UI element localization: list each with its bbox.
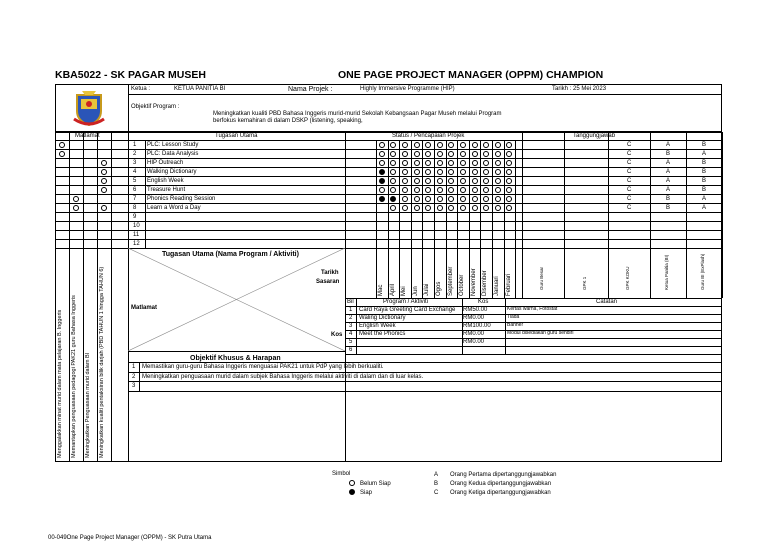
open-circle-icon xyxy=(402,205,408,211)
budget-catatan: Modul disediakan guru sendiri xyxy=(507,330,574,336)
role-letter: B xyxy=(702,178,707,184)
open-circle-icon xyxy=(495,187,501,193)
open-circle-icon xyxy=(379,142,385,148)
open-circle-icon xyxy=(495,178,501,184)
open-circle-icon xyxy=(448,187,454,193)
open-circle-icon xyxy=(414,178,420,184)
month-label: April xyxy=(389,283,396,296)
role-letter: C xyxy=(627,142,632,148)
month-label: Disember xyxy=(482,270,489,296)
objektif-line1: Meningkatkan kualiti PBD Bahasa Inggeris murid-murid Sekolah Kebangsaan Pagar Museh melalui Program xyxy=(213,111,502,117)
open-circle-icon xyxy=(437,178,443,184)
month-label: November xyxy=(470,268,477,296)
matlamat-circle-icon xyxy=(101,160,107,166)
status-header: Status / Pencapaian Projek xyxy=(392,133,465,139)
role-header: Ketua Panitia (BI) xyxy=(664,254,669,290)
task-number: 3 xyxy=(133,160,137,166)
open-circle-icon xyxy=(390,187,396,193)
open-circle-icon xyxy=(506,205,512,211)
open-circle-icon xyxy=(379,151,385,157)
footer-text: 00-049One Page Project Manager (OPPM) - SK Putra Utama xyxy=(48,535,212,541)
role-letter: C xyxy=(627,160,632,166)
matlamat-circle-icon xyxy=(59,142,65,148)
open-circle-icon xyxy=(483,178,489,184)
open-circle-icon xyxy=(483,205,489,211)
task-name: Phonics Reading Session xyxy=(147,196,216,202)
open-circle-icon xyxy=(460,160,466,166)
tarikh-label: Tarikh xyxy=(321,270,339,276)
open-circle-icon xyxy=(402,151,408,157)
role-header: GPK 1 xyxy=(582,276,587,290)
school-title: KBA5022 - SK PAGAR MUSEH xyxy=(55,69,206,81)
open-circle-icon xyxy=(506,151,512,157)
objective-number: 2 xyxy=(132,373,136,380)
task-number: 7 xyxy=(133,196,137,202)
matlamat-vertical-text: Memantapkan penguasaan pedagogi PAK21 guru Bahasa Inggeris xyxy=(71,295,77,458)
open-circle-icon xyxy=(506,196,512,202)
open-circle-icon xyxy=(483,187,489,193)
simbol-label: Simbol xyxy=(332,471,351,477)
open-circle-icon xyxy=(472,178,478,184)
task-number: 5 xyxy=(133,178,137,184)
task-name: Walking Dictionary xyxy=(147,169,197,175)
open-circle-icon xyxy=(460,169,466,175)
open-circle-icon xyxy=(448,205,454,211)
budget-catatan: Banner xyxy=(507,322,524,328)
kos-label: Kos xyxy=(331,332,343,338)
open-circle-icon xyxy=(495,142,501,148)
open-circle-icon xyxy=(425,160,431,166)
budget-program: English Week xyxy=(359,323,396,329)
open-circle-icon xyxy=(448,196,454,202)
open-circle-icon xyxy=(506,187,512,193)
open-circle-icon xyxy=(506,178,512,184)
objective-text: Meningkatkan penguasaan murid dalam subjek Bahasa Inggeris melalui aktiviti di dalam dan di luar kelas. xyxy=(142,373,424,380)
tugasan-header: Tugasan Utama xyxy=(215,133,258,139)
open-circle-icon xyxy=(495,205,501,211)
open-circle-icon xyxy=(448,142,454,148)
cross-diagram xyxy=(128,248,345,351)
nama-projek-value: Highly Immersive Programme (HIP) xyxy=(360,86,455,92)
open-circle-icon xyxy=(495,169,501,175)
filled-circle-icon xyxy=(390,196,396,202)
open-circle-icon xyxy=(472,196,478,202)
filled-circle-icon xyxy=(349,489,355,495)
open-circle-icon xyxy=(437,160,443,166)
filled-circle-icon xyxy=(379,178,385,184)
matlamat-circle-icon xyxy=(101,178,107,184)
role-letter: B xyxy=(702,160,707,166)
open-circle-icon xyxy=(414,160,420,166)
open-circle-icon xyxy=(390,151,396,157)
role-letter: B xyxy=(666,205,671,211)
role-letter: A xyxy=(702,151,707,157)
open-circle-icon xyxy=(390,142,396,148)
budget-kos: RM0.00 xyxy=(463,339,485,345)
open-circle-icon xyxy=(448,178,454,184)
open-circle-icon xyxy=(437,187,443,193)
role-letter: B xyxy=(702,142,707,148)
open-circle-icon xyxy=(414,151,420,157)
open-circle-icon xyxy=(425,196,431,202)
open-circle-icon xyxy=(472,142,478,148)
objective-number: 1 xyxy=(132,364,136,370)
open-circle-icon xyxy=(472,187,478,193)
role-letter: C xyxy=(627,205,632,211)
open-circle-icon xyxy=(425,205,431,211)
month-label: September xyxy=(447,266,454,296)
ketua-value: KETUA PANITIA BI xyxy=(174,86,226,92)
month-label: Jun xyxy=(412,286,419,296)
task-name: Learn a Word a Day xyxy=(147,205,201,211)
month-label: Mac xyxy=(378,284,384,296)
open-circle-icon xyxy=(425,169,431,175)
role-letter: A xyxy=(666,160,671,166)
filled-circle-icon xyxy=(379,169,385,175)
open-circle-icon xyxy=(390,178,396,184)
matlamat-vertical-text: Menggalakkan minat murid dalam mata pelajaran B. Inggeris xyxy=(57,309,63,458)
matlamat-circle-icon xyxy=(73,205,79,211)
task-number: 12 xyxy=(133,241,140,247)
task-name: Treasure Hunt xyxy=(147,187,186,193)
matlamat-circle-icon xyxy=(73,196,79,202)
task-number: 6 xyxy=(133,187,137,193)
month-label: October xyxy=(459,274,466,296)
open-circle-icon xyxy=(437,196,443,202)
matlamat-circle-icon xyxy=(59,151,65,157)
budget-bil: 1 xyxy=(349,307,353,313)
tanggungjawab-header: Tanggungjawab xyxy=(573,133,616,139)
objektif-label: Objektif Program : xyxy=(131,104,180,110)
budget-bil: 2 xyxy=(349,315,353,321)
objective-text: Memastikan guru-guru Bahasa Inggeris menguasai PAK21 untuk PdP yang lebih berkualiti. xyxy=(142,364,384,370)
open-circle-icon xyxy=(437,142,443,148)
role-letter: A xyxy=(666,169,671,175)
open-circle-icon xyxy=(402,160,408,166)
role-letter: B xyxy=(702,187,707,193)
matlamat-circle-icon xyxy=(101,169,107,175)
ketua-label: Ketua : xyxy=(131,86,151,92)
open-circle-icon xyxy=(495,160,501,166)
budget-bil: 3 xyxy=(349,323,353,329)
open-circle-icon xyxy=(390,205,396,211)
role-letter: C xyxy=(627,151,632,157)
month-label: Januari xyxy=(494,276,500,296)
open-circle-icon xyxy=(390,160,396,166)
open-circle-icon xyxy=(495,196,501,202)
legend-b-text: Orang Kedua dipertanggungjawabkan xyxy=(450,481,552,487)
open-circle-icon xyxy=(483,151,489,157)
role-letter: C xyxy=(627,169,632,175)
month-label: Mei xyxy=(401,286,408,296)
open-circle-icon xyxy=(472,205,478,211)
open-circle-icon xyxy=(448,160,454,166)
task-number: 8 xyxy=(133,205,137,211)
matlamat-label: Matlamat xyxy=(131,305,158,311)
open-circle-icon xyxy=(506,160,512,166)
filled-circle-icon xyxy=(379,196,385,202)
role-header: Guru BI (ExPlash) xyxy=(700,253,705,290)
task-number: 4 xyxy=(133,169,137,175)
open-circle-icon xyxy=(379,187,385,193)
role-letter: A xyxy=(666,142,671,148)
open-circle-icon xyxy=(414,187,420,193)
role-letter: C xyxy=(627,196,632,202)
open-circle-icon xyxy=(472,160,478,166)
task-name: PLC: Data Analysis xyxy=(147,151,199,157)
task-number: 9 xyxy=(133,214,137,220)
open-circle-icon xyxy=(402,142,408,148)
month-label: Julai xyxy=(424,283,431,296)
open-circle-icon xyxy=(402,196,408,202)
open-circle-icon xyxy=(437,205,443,211)
open-circle-icon xyxy=(402,187,408,193)
budget-program: Meet the Phonics xyxy=(359,331,406,337)
matlamat-circle-icon xyxy=(101,187,107,193)
objektif-line2: berfokus kemahiran di dalam DSKP (listening, speaking, xyxy=(213,118,363,124)
nama-projek-label: Nama Projek : xyxy=(288,86,333,93)
task-number: 1 xyxy=(133,142,137,148)
budget-bil: 5 xyxy=(349,339,353,345)
matlamat-vertical-text: Meningkatkan Penguasaan murid dalam BI xyxy=(85,352,91,458)
role-letter: A xyxy=(702,196,707,202)
budget-catatan-header: Catatan xyxy=(596,299,618,305)
role-letter: A xyxy=(666,178,671,184)
open-circle-icon xyxy=(506,142,512,148)
open-circle-icon xyxy=(425,151,431,157)
open-circle-icon xyxy=(448,151,454,157)
open-circle-icon xyxy=(460,187,466,193)
open-circle-icon xyxy=(349,480,355,486)
legend-c-text: Orang Ketiga dipertanggungjawabkan xyxy=(450,490,551,496)
role-header: Guru Besar xyxy=(539,266,544,290)
role-letter: B xyxy=(666,151,671,157)
legend-c-letter: C xyxy=(434,490,439,496)
objective-number: 3 xyxy=(132,383,136,389)
open-circle-icon xyxy=(390,169,396,175)
open-circle-icon xyxy=(483,160,489,166)
task-name: English Week xyxy=(147,178,184,184)
role-header: GPK KOKU xyxy=(625,266,630,290)
open-circle-icon xyxy=(472,151,478,157)
role-letter: B xyxy=(702,169,707,175)
month-label: Februari xyxy=(505,273,512,296)
tugasan-utama-title: Tugasan Utama (Nama Program / Aktiviti) xyxy=(162,251,299,258)
matlamat-header: Matlamat xyxy=(75,133,100,139)
open-circle-icon xyxy=(425,142,431,148)
budget-kos: RM100.00 xyxy=(463,323,491,329)
task-number: 2 xyxy=(133,151,137,157)
legend-b-letter: B xyxy=(434,481,439,487)
task-number: 11 xyxy=(133,232,140,238)
budget-bil: 6 xyxy=(349,347,353,353)
open-circle-icon xyxy=(414,196,420,202)
open-circle-icon xyxy=(437,169,443,175)
open-circle-icon xyxy=(402,169,408,175)
document-title: ONE PAGE PROJECT MANAGER (OPPM) CHAMPION xyxy=(338,69,604,81)
open-circle-icon xyxy=(379,160,385,166)
siap-label: Siap xyxy=(360,490,373,496)
open-circle-icon xyxy=(460,151,466,157)
role-letter: C xyxy=(627,178,632,184)
tarikh: Tarikh : 25 Mei 2023 xyxy=(552,86,607,92)
budget-program: Waling Dictionary xyxy=(359,315,406,321)
budget-kos-header: Kos xyxy=(478,299,489,305)
matlamat-circle-icon xyxy=(101,205,107,211)
budget-catatan: Tiada xyxy=(507,314,520,320)
open-circle-icon xyxy=(472,169,478,175)
open-circle-icon xyxy=(437,151,443,157)
open-circle-icon xyxy=(425,187,431,193)
role-letter: C xyxy=(627,187,632,193)
matlamat-vertical-text: Meningkatkan kualiti pentaksiran bilik darjah (PBD TAHUN 1 hingga TAHUN 6) xyxy=(99,266,105,458)
open-circle-icon xyxy=(448,169,454,175)
objektif-khusus-label: Objektif Khusus & Harapan xyxy=(190,355,281,362)
budget-bil-header: Bil xyxy=(347,299,354,305)
sasaran-label: Sasaran xyxy=(316,279,340,285)
open-circle-icon xyxy=(506,169,512,175)
open-circle-icon xyxy=(414,205,420,211)
role-letter: B xyxy=(666,196,671,202)
open-circle-icon xyxy=(483,196,489,202)
open-circle-icon xyxy=(483,169,489,175)
belum-siap-label: Belum Siap xyxy=(360,481,391,487)
school-crest-logo xyxy=(72,89,106,127)
budget-kos: RM50.00 xyxy=(463,307,488,313)
open-circle-icon xyxy=(495,151,501,157)
task-number: 10 xyxy=(133,223,140,229)
role-letter: A xyxy=(666,187,671,193)
open-circle-icon xyxy=(483,142,489,148)
open-circle-icon xyxy=(414,142,420,148)
budget-kos: RM0.00 xyxy=(463,331,485,337)
budget-program: Card Raya Greeting Card Exchange xyxy=(359,307,456,313)
budget-catatan: Kertas warna, Fotostat xyxy=(507,306,558,312)
budget-program-header: Program / Aktiviti xyxy=(383,299,429,305)
open-circle-icon xyxy=(460,196,466,202)
open-circle-icon xyxy=(460,142,466,148)
open-circle-icon xyxy=(414,169,420,175)
open-circle-icon xyxy=(460,178,466,184)
task-name: PLC: Lesson Study xyxy=(147,142,199,148)
open-circle-icon xyxy=(425,178,431,184)
open-circle-icon xyxy=(402,178,408,184)
month-label: Ogos xyxy=(436,281,442,296)
budget-bil: 4 xyxy=(349,331,353,337)
task-name: HIP Outreach xyxy=(147,160,184,166)
open-circle-icon xyxy=(460,205,466,211)
legend-a-letter: A xyxy=(434,472,439,478)
role-letter: A xyxy=(702,205,707,211)
legend-a-text: Orang Pertama dipertanggungjawabkan xyxy=(450,472,557,478)
budget-kos: RM0.00 xyxy=(463,315,485,321)
